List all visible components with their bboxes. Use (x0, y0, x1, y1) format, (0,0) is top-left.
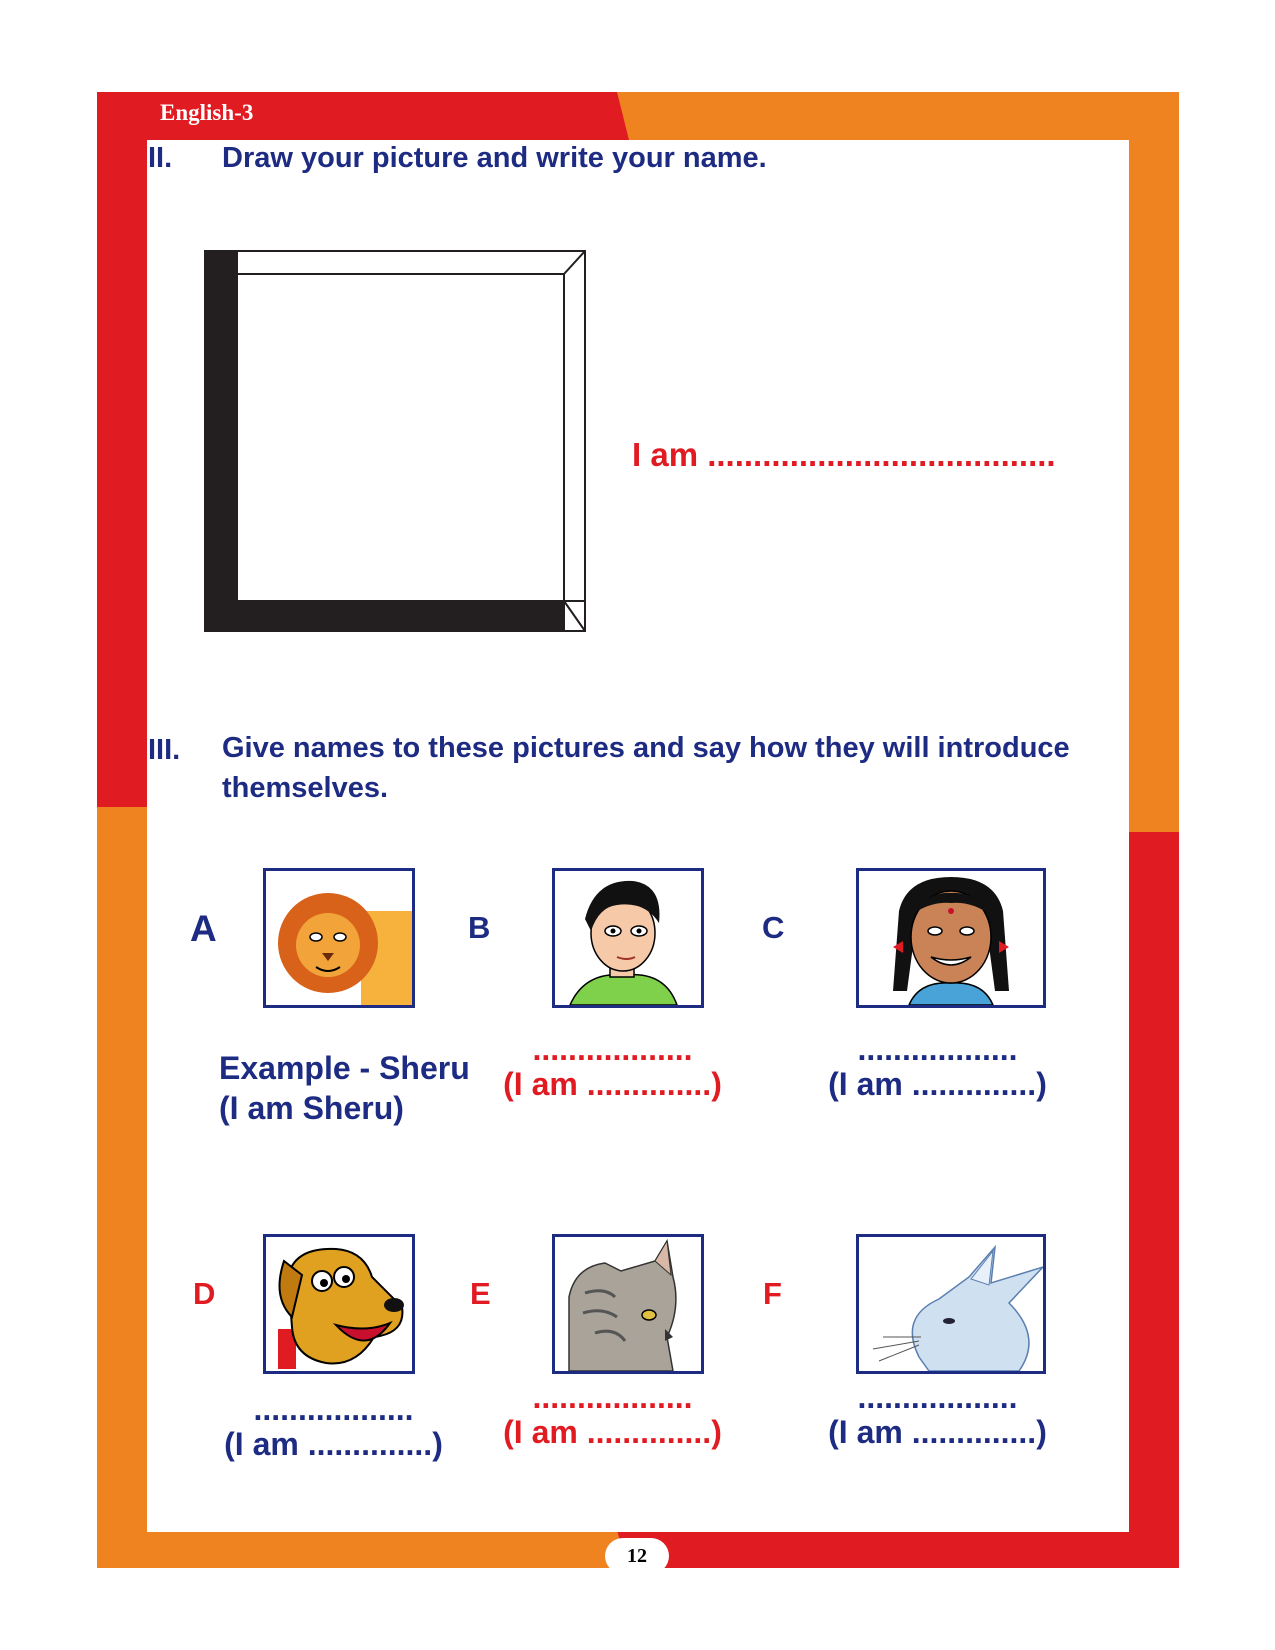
cat-icon (555, 1237, 701, 1371)
boy-icon (555, 871, 701, 1005)
item-letter-b: B (468, 910, 491, 945)
answer-c-iam-line[interactable]: (I am ..............) (828, 1066, 1047, 1102)
section-3-instruction-line1: Give names to these pictures and say how they will introduce (222, 732, 1070, 764)
answer-d-iam-line[interactable]: (I am ..............) (224, 1426, 443, 1462)
picture-box-d (263, 1234, 415, 1374)
item-letter-d: D (193, 1276, 216, 1311)
picture-box-e (552, 1234, 704, 1374)
item-letter-e: E (470, 1276, 491, 1311)
answer-f-iam-line[interactable]: (I am ..............) (828, 1414, 1047, 1450)
subject-label: English-3 (160, 100, 254, 125)
page-number: 12 (605, 1538, 669, 1574)
example-iam: (I am Sheru) (219, 1090, 404, 1126)
rabbit-icon (859, 1237, 1043, 1371)
girl-icon (859, 871, 1043, 1005)
name-answer-line[interactable]: I am ...................................... (632, 436, 1056, 473)
section-3-number: III. (148, 734, 181, 766)
answer-d[interactable] (216, 1391, 451, 1464)
answer-c-name-line[interactable]: .................. (857, 1031, 1018, 1067)
example-name: Example - Sheru (219, 1050, 470, 1086)
section-3-instruction-line2: themselves. (222, 772, 389, 804)
answer-f[interactable] (820, 1379, 1055, 1452)
answer-b-name-line[interactable]: .................. (532, 1031, 693, 1067)
answer-f-name-line[interactable]: .................. (857, 1379, 1018, 1415)
example-answer-a (219, 1048, 470, 1128)
lion-icon (266, 871, 412, 1005)
picture-box-f (856, 1234, 1046, 1374)
answer-e[interactable] (495, 1379, 730, 1452)
answer-e-name-line[interactable]: .................. (532, 1379, 693, 1415)
drawing-frame[interactable] (204, 250, 586, 632)
answer-b[interactable] (495, 1031, 730, 1104)
section-2-instruction: Draw your picture and write your name. (222, 142, 767, 174)
picture-box-c (856, 868, 1046, 1008)
answer-e-iam-line[interactable]: (I am ..............) (503, 1414, 722, 1450)
answer-b-iam-line[interactable]: (I am ..............) (503, 1066, 722, 1102)
item-letter-f: F (763, 1276, 782, 1311)
picture-box-a (263, 868, 415, 1008)
answer-c[interactable] (820, 1031, 1055, 1104)
answer-d-name-line[interactable]: .................. (253, 1391, 414, 1427)
item-letter-a: A (190, 908, 217, 949)
item-letter-c: C (762, 910, 785, 945)
dog-icon (266, 1237, 412, 1371)
picture-box-b (552, 868, 704, 1008)
section-2-number: II. (148, 142, 173, 174)
